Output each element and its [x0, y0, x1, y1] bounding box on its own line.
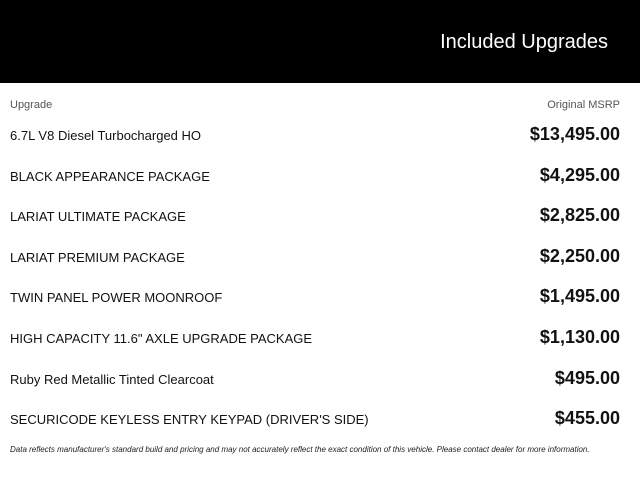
upgrade-name: 6.7L V8 Diesel Turbocharged HO — [10, 128, 202, 143]
upgrade-name: Ruby Red Metallic Tinted Clearcoat — [10, 371, 214, 387]
column-header-upgrade: Upgrade — [10, 99, 53, 111]
upgrade-price: $495.00 — [554, 367, 620, 388]
upgrade-price: $4,295.00 — [539, 164, 620, 185]
upgrade-row — [10, 116, 620, 157]
page-title: Included Upgrades — [440, 31, 608, 53]
upgrade-row — [10, 157, 620, 198]
upgrade-row — [10, 278, 620, 319]
upgrade-row — [10, 238, 620, 279]
upgrade-name: SECURICODE KEYLESS ENTRY KEYPAD (DRIVER'S SIDE) — [10, 412, 369, 428]
upgrade-price: $455.00 — [554, 408, 620, 429]
upgrade-name: LARIAT PREMIUM PACKAGE — [10, 249, 185, 265]
upgrade-price: $2,250.00 — [539, 245, 620, 266]
upgrade-price: $13,495.00 — [529, 124, 620, 144]
upgrade-price: $1,495.00 — [539, 286, 620, 307]
upgrade-price: $2,825.00 — [539, 205, 620, 226]
upgrade-name: BLACK APPEARANCE PACKAGE — [10, 168, 210, 184]
header-bar — [0, 0, 640, 83]
upgrade-name: TWIN PANEL POWER MOONROOF — [10, 290, 223, 306]
upgrade-name: HIGH CAPACITY 11.6" AXLE UPGRADE PACKAGE — [10, 330, 313, 346]
upgrade-row — [10, 400, 620, 441]
disclaimer-text: Data reflects manufacturer's standard build and pricing and may not accurately reflect the exact condition of this vehicle. Please contact dealer for more information. — [10, 445, 590, 454]
upgrade-price: $1,130.00 — [539, 326, 620, 347]
upgrade-list — [10, 116, 620, 441]
upgrade-row — [10, 197, 620, 238]
upgrade-row — [10, 319, 620, 360]
column-headers — [10, 99, 620, 113]
upgrade-row — [10, 360, 620, 401]
column-header-msrp: Original MSRP — [547, 99, 620, 111]
upgrade-name: LARIAT ULTIMATE PACKAGE — [10, 209, 186, 225]
